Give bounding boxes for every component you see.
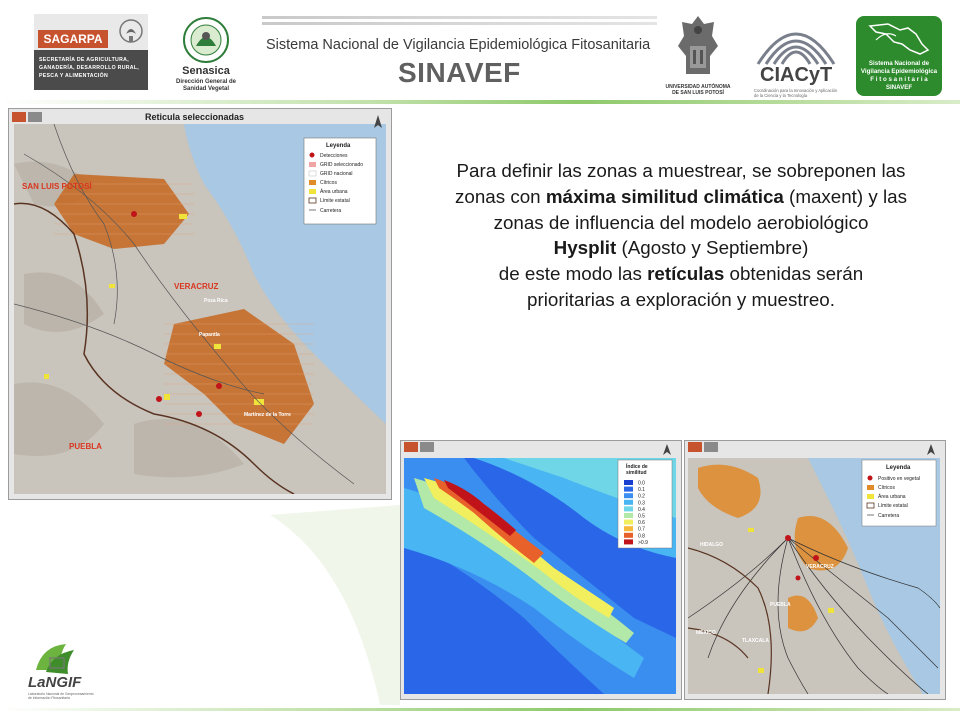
mexico-map-icon (866, 20, 932, 58)
ciacyt-name: CIACyT (760, 64, 833, 86)
lagnif-name: LaNGIF (28, 674, 82, 691)
description-paragraph (412, 158, 950, 313)
sinavef-logo-text: Sistema Nacional de Vigilancia Epidemiológica F i t o s a n i t a r i a SINAVEF (860, 60, 938, 91)
legend-value: 0.4 (638, 506, 645, 513)
institution-mini-logo-icon (688, 442, 718, 452)
mexico-seal-icon (118, 18, 144, 46)
city-label: Papantla (199, 332, 220, 338)
uaslp-crest-icon (674, 12, 722, 82)
legend-title: Índice de (626, 464, 648, 470)
map3-canvas (688, 458, 940, 694)
north-arrow-icon (924, 443, 938, 457)
map1-legend (304, 138, 376, 224)
footer-divider (0, 708, 960, 711)
senasica-subtitle: Dirección General de Sanidad Vegetal (175, 79, 237, 92)
map2-legend (618, 460, 672, 548)
header-divider (0, 100, 960, 104)
decorative-swoosh (250, 505, 400, 705)
sinavef-logo (856, 16, 942, 96)
north-arrow-icon (370, 114, 386, 130)
institution-mini-logo-icon (404, 442, 434, 452)
map3-legend (862, 460, 936, 526)
senasica-seal-icon (178, 16, 234, 64)
legend-item: Detecciones (320, 153, 348, 159)
lagnif-logo (28, 640, 110, 702)
legend-item: Carretera (320, 208, 342, 214)
uaslp-name: UNIVERSIDAD AUTÓNOMA DE SAN LUIS POTOSÍ (665, 84, 731, 96)
legend-value: 0.5 (638, 513, 645, 520)
legend-title: similitud (626, 470, 647, 476)
ciacyt-logo (746, 14, 844, 98)
legend-swatch (624, 539, 633, 544)
legend-item: GRID nacional (320, 171, 353, 177)
senasica-logo (170, 14, 242, 90)
legend-value: 0.7 (638, 526, 645, 533)
uaslp-logo (664, 12, 732, 100)
legend-swatch (624, 500, 633, 505)
senasica-name: Senasica (182, 65, 230, 77)
legend-swatch (624, 533, 633, 538)
region-label: PUEBLA (69, 442, 102, 451)
legend-swatch (624, 520, 633, 525)
map1-canvas (14, 124, 386, 494)
lagnif-subtitle: Laboratorio Nacional de Geoprocesamiento de Información Fitosanitaria (28, 692, 94, 700)
legend-title: Leyenda (886, 465, 911, 471)
header-rule-top (262, 16, 657, 19)
legend-value: 0.8 (638, 533, 645, 540)
region-label: VERACRUZ (174, 282, 219, 291)
city-label: Poza Rica (204, 298, 228, 304)
legend-value: 0.3 (638, 500, 645, 507)
sagarpa-name: SAGARPA (38, 30, 108, 48)
sagarpa-logo (34, 14, 148, 90)
region-label: HIDALGO (700, 542, 724, 548)
legend-swatch (624, 487, 633, 492)
paragraph-line: zonas con máxima similitud climática (maxent) y las (455, 185, 907, 207)
city-label: Martínez de la Torre (244, 412, 291, 418)
north-arrow-icon (660, 443, 674, 457)
paragraph-line: de este modo las retículas obtenidas serán (498, 263, 864, 285)
legend-value: 0.6 (638, 520, 645, 527)
legend-swatch (624, 493, 633, 498)
legend-item: Límite estatal (878, 503, 908, 509)
legend-title: Leyenda (326, 143, 351, 149)
paragraph-line: zonas de influencia del modelo aerobiológico (493, 211, 869, 233)
region-label: SAN LUIS POTOSÍ (22, 182, 92, 191)
institution-mini-logo-icon (12, 112, 42, 122)
legend-item: Cítricos (320, 180, 337, 186)
map2-canvas (404, 458, 676, 694)
legend-item: Área urbana (878, 494, 906, 500)
legend-item: Límite estatal (320, 198, 350, 204)
legend-swatch (624, 480, 633, 485)
paragraph-line: prioritarias a exploración y muestreo. (527, 288, 835, 310)
legend-swatch (624, 506, 633, 511)
ciacyt-arcs-icon (750, 14, 842, 66)
region-label: PUEBLA (770, 602, 791, 608)
legend-item: Carretera (878, 513, 900, 519)
header-rule-bottom (262, 22, 657, 25)
legend-item: Cítricos (878, 485, 895, 491)
legend-item: Positivo en vegetal (878, 476, 920, 482)
ciacyt-subtitle: Coordinación para la Innovación y Aplicación de la Ciencia y la Tecnología (754, 88, 838, 98)
sagarpa-subtitle: SECRETARÍA DE AGRICULTURA, GANADERÍA, DESARROLLO RURAL, PESCA Y ALIMENTACIÓN (39, 57, 140, 79)
legend-swatch (624, 526, 633, 531)
region-label: VERACRUZ (806, 564, 834, 570)
legend-item: Área urbana (320, 189, 348, 195)
legend-value: 0.2 (638, 493, 645, 500)
map1-title: Reticula seleccionadas (145, 112, 245, 122)
legend-swatch (624, 513, 633, 518)
legend-item: GRID seleccionado (320, 162, 364, 168)
legend-value: 0.0 (638, 480, 645, 487)
system-acronym: SINAVEF (398, 57, 521, 88)
system-title: Sistema Nacional de Vigilancia Epidemiológica Fitosanitaria (266, 37, 651, 53)
legend-value: 0.1 (638, 487, 645, 494)
paragraph-line: Para definir las zonas a muestrear, se sobreponen las (456, 160, 906, 181)
paragraph-line: Hysplit (Agosto y Septiembre) (553, 237, 809, 259)
region-label: MÉXICO (696, 630, 716, 636)
region-label: TLAXCALA (742, 638, 769, 644)
legend-value: >0.9 (638, 539, 648, 546)
lagnif-globe-icon (32, 640, 78, 676)
